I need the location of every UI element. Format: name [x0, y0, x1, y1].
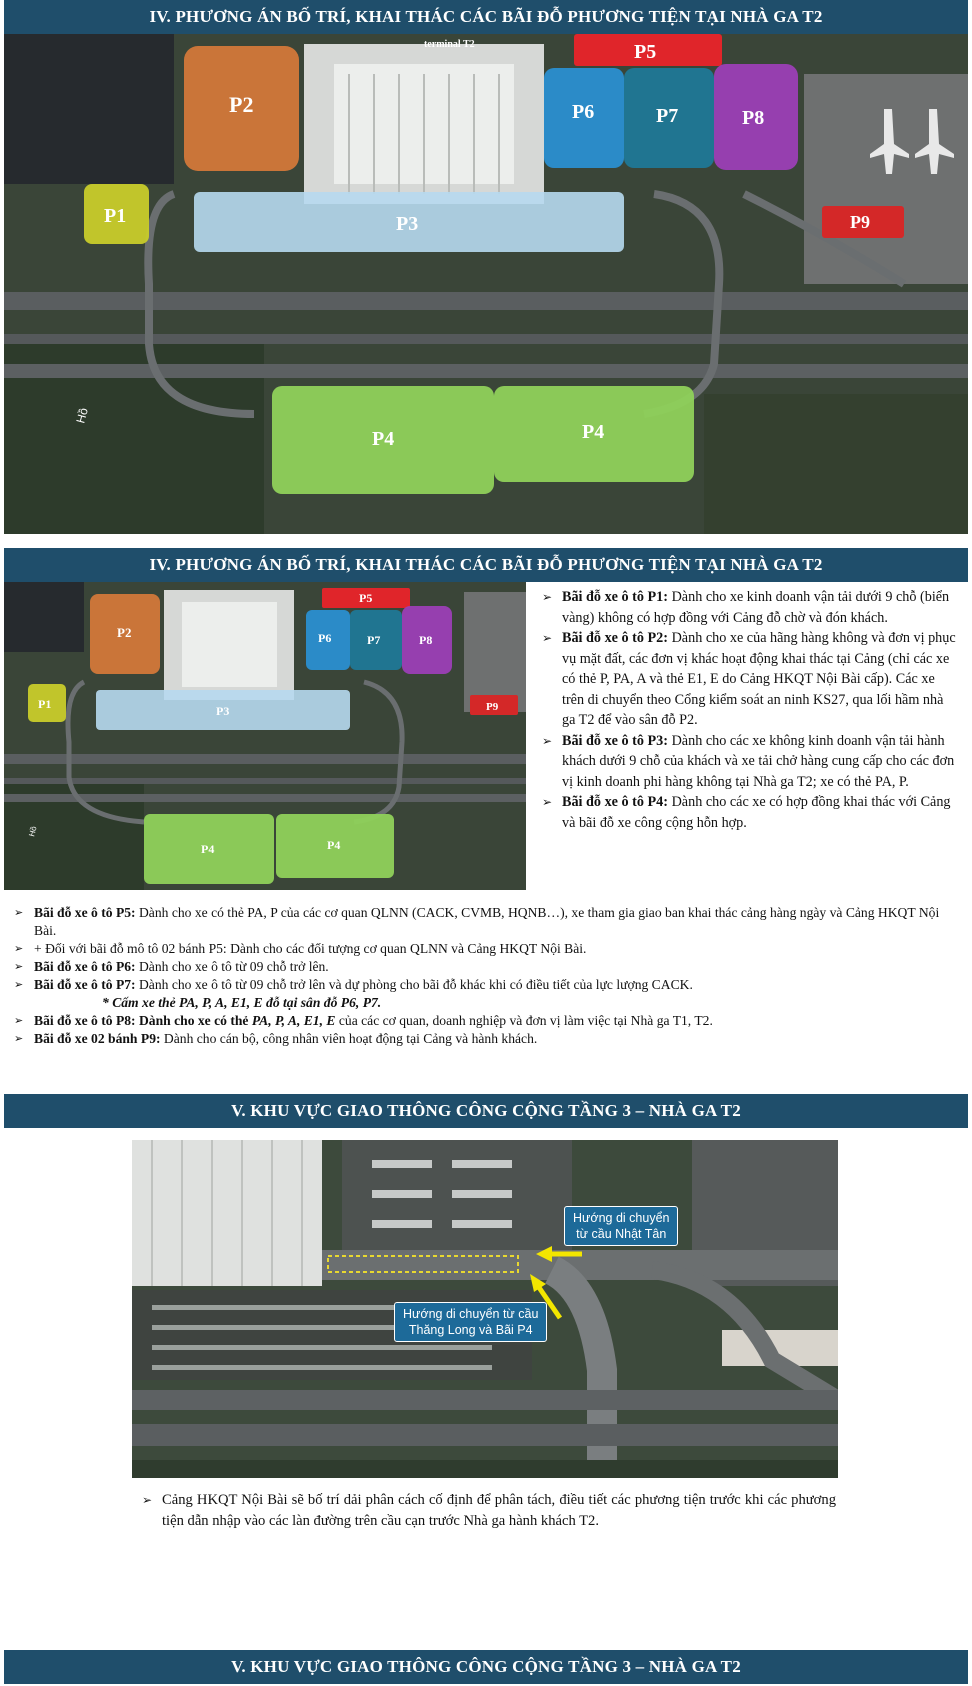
svg-text:Hồ: Hồ: [27, 825, 39, 838]
restriction-note: * Cấm xe thẻ PA, P, A, E1, E đỗ tại sân đỗ P6, P7.: [102, 995, 382, 1010]
bullet-p7: ➢ Bãi đỗ xe ô tô P7: Dành cho xe ô tô từ 09 chỗ trở lên và dự phòng cho bãi đỗ khác khi có điều tiết của lực lượng CACK.: [14, 977, 693, 992]
svg-text:P3: P3: [216, 704, 230, 718]
bullet-p3: ➢ Bãi đỗ xe ô tô P3: Dành cho các xe không kinh doanh vận tải hành khách dưới 9 chỗ của khách và xe tải chở hàng cung cấp cho các đơn vị kinh doanh phi hàng không tại Nhà ga T2; xe có thẻ PA, P.: [542, 732, 955, 790]
svg-text:P6: P6: [572, 101, 595, 123]
arrow-bullet-icon: ➢: [542, 795, 553, 809]
slide-parking-plan-large: [0, 0, 972, 535]
svg-text:P7: P7: [367, 633, 381, 647]
svg-text:P8: P8: [742, 107, 765, 129]
slide-public-traffic-level3-next: [0, 1645, 972, 1686]
svg-text:P9: P9: [486, 701, 499, 713]
svg-text:P6: P6: [318, 631, 332, 645]
bullet-p1: ➢ Bãi đỗ xe ô tô P1: Dành cho xe kinh doanh vận tải dưới 9 chỗ (biển vàng) không có hợp đồng với Cảng đỗ chờ và đón khách.: [542, 589, 950, 626]
svg-text:P1: P1: [104, 205, 127, 227]
arrow-bullet-icon: ➢: [542, 631, 553, 645]
bullet-separator: ➢ Cảng HKQT Nội Bài sẽ bố trí dải phân cách cố định để phân tách, điều tiết các phương tiện trước khi các phương tiện dẫn nhập vào các làn đường trên cầu cạn trước Nhà ga hành khách T2.: [142, 1492, 836, 1529]
arrow-bullet-icon: ➢: [14, 1033, 24, 1045]
bullet-p4: ➢ Bãi đỗ xe ô tô P4: Dành cho các xe có hợp đồng khai thác với Cảng và bãi đỗ xe công cộng hỗn hợp.: [542, 794, 951, 831]
bullet-p6: ➢ Bãi đỗ xe ô tô P6: Dành cho xe ô tô từ 09 chỗ trở lên.: [14, 959, 329, 974]
svg-text:P4: P4: [327, 838, 341, 852]
svg-text:P4: P4: [582, 421, 605, 443]
arrow-bullet-icon: ➢: [14, 1015, 24, 1027]
bullet-p2: ➢ Bãi đỗ xe ô tô P2: Dành cho xe của hãng hàng không và đơn vị phục vụ mặt đất, các đơn vị khác hoạt động khai thác tại Cảng (chỉ các xe có thẻ P, PA, A và thẻ E1, E do Cảng HKQT Nội Bài cấp). Các xe trên di chuyển theo Cổng kiểm soát an ninh KS27, qua lối hầm nhà ga T2 để vào sân đỗ P2.: [542, 630, 956, 728]
separator-bullet: [140, 1490, 836, 1532]
bullet-p9: ➢ Bãi đỗ xe 02 bánh P9: Dành cho cán bộ, công nhân viên hoạt động tại Cảng và hành khách.: [14, 1031, 538, 1046]
bullet-p5-moto: ➢ + Đối với bãi đỗ mô tô 02 bánh P5: Dành cho các đối tượng cơ quan QLNN và Cảng HKQT Nội Bài.: [14, 941, 587, 956]
svg-text:P9: P9: [850, 212, 870, 232]
bullet-p5: ➢ Bãi đỗ xe ô tô P5: Dành cho xe có thẻ PA, P của các cơ quan QLNN (CACK, CVMB, HQNB…), xe tham gia giao ban khai thác cảng hàng ngày và Cảng HKQT Nội Bài.: [14, 905, 940, 938]
arrow-bullet-icon: ➢: [542, 590, 553, 604]
svg-text:Hồ: Hồ: [73, 406, 91, 425]
svg-text:terminal T2: terminal T2: [424, 39, 475, 50]
full-bullet-list: [10, 904, 960, 1048]
svg-text:P5: P5: [634, 41, 657, 63]
svg-text:P8: P8: [419, 633, 433, 647]
slide-title: V. KHU VỰC GIAO THÔNG CÔNG CỘNG TẦNG 3 – NHÀ GA T2: [4, 1650, 968, 1684]
callout-nhat-tan: Hướng di chuyển từ cầu Nhật Tân: [564, 1206, 678, 1246]
svg-text:P5: P5: [359, 591, 373, 605]
arrow-bullet-icon: ➢: [14, 943, 24, 955]
arrow-bullet-icon: ➢: [14, 907, 24, 919]
slide-title: IV. PHƯƠNG ÁN BỐ TRÍ, KHAI THÁC CÁC BÃI ĐỖ PHƯƠNG TIỆN TẠI NHÀ GA T2: [4, 548, 968, 582]
arrow-bullet-icon: ➢: [142, 1493, 153, 1507]
svg-text:P4: P4: [201, 842, 215, 856]
arrow-bullet-icon: ➢: [14, 961, 24, 973]
right-bullet-list: [540, 587, 956, 833]
slide-parking-plan-details: [0, 540, 972, 1075]
svg-text:P3: P3: [396, 213, 419, 235]
bullet-p8: ➢ Bãi đỗ xe ô tô P8: Dành cho xe có thẻ PA, P, A, E1, E của các cơ quan, doanh nghiệp và đơn vị làm việc tại Nhà ga T1, T2.: [14, 1013, 713, 1028]
svg-text:P7: P7: [656, 105, 679, 127]
slide-title: IV. PHƯƠNG ÁN BỐ TRÍ, KHAI THÁC CÁC BÃI ĐỖ PHƯƠNG TIỆN TẠI NHÀ GA T2: [4, 0, 968, 34]
arrow-bullet-icon: ➢: [14, 979, 24, 991]
arrow-bullet-icon: ➢: [542, 733, 553, 748]
svg-text:P2: P2: [229, 92, 254, 117]
slide-title: V. KHU VỰC GIAO THÔNG CÔNG CỘNG TẦNG 3 – NHÀ GA T2: [4, 1094, 968, 1128]
parking-map-large: [4, 34, 968, 534]
callout-thang-long: Hướng di chuyển từ cầu Thăng Long và Bãi P4: [394, 1302, 547, 1342]
slide-public-traffic-level3: [0, 1088, 972, 1633]
parking-map-small: [4, 582, 526, 890]
traffic-map: [132, 1140, 838, 1478]
svg-text:P1: P1: [38, 697, 52, 711]
svg-text:P4: P4: [372, 428, 395, 450]
svg-text:P2: P2: [117, 625, 132, 640]
